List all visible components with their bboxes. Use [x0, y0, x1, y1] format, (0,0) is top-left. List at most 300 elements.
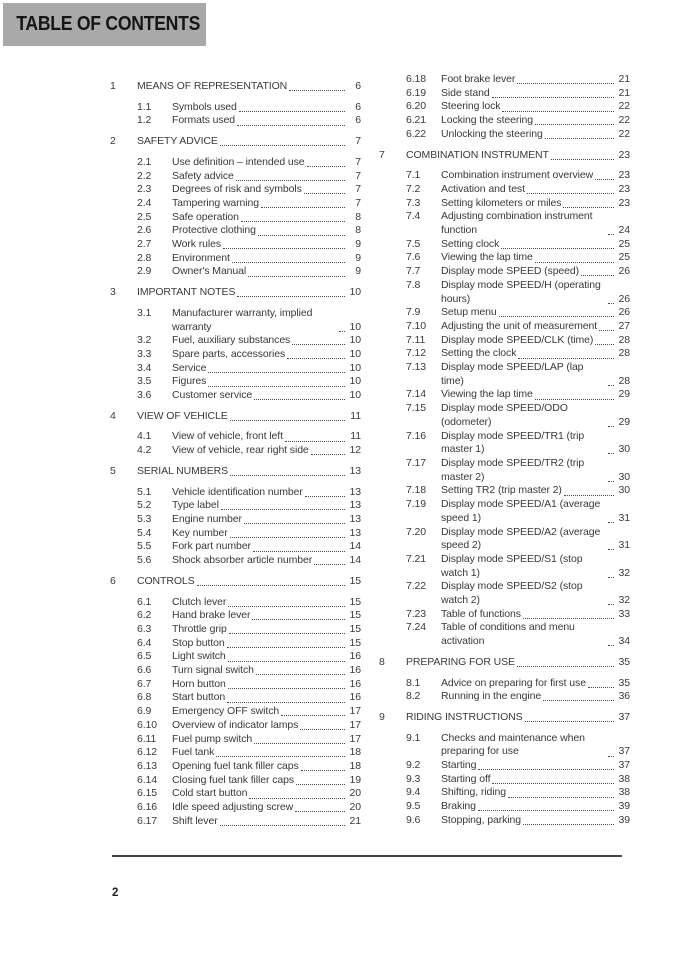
toc-section-entry[interactable]	[137, 746, 361, 760]
section-row-body	[441, 553, 630, 580]
chapter-number: 9	[379, 710, 385, 723]
section-title: Display mode SPEED/LAP (lap time)	[441, 361, 584, 387]
section-row-body	[172, 444, 361, 458]
section-title: Combination instrument overview	[441, 169, 594, 182]
toc-chapter-entry[interactable]	[379, 149, 630, 163]
section-title: Fuel, auxiliary substances	[172, 334, 291, 347]
section-row-body	[441, 197, 630, 211]
dot-leader	[237, 125, 345, 126]
toc-chapter-entry[interactable]	[110, 465, 361, 479]
toc-section-entry[interactable]	[406, 279, 630, 306]
chapter-number: 4	[110, 409, 116, 422]
toc-section-entry[interactable]	[406, 553, 630, 580]
toc-section-entry[interactable]	[137, 334, 361, 348]
section-title: Formats used	[172, 114, 235, 127]
toc-section-entry[interactable]	[406, 251, 630, 265]
section-page-number: 21	[618, 73, 630, 85]
section-number: 9.3	[406, 772, 421, 785]
section-number: 6.8	[137, 691, 152, 704]
section-row-body	[172, 183, 361, 197]
section-number: 2.1	[137, 155, 152, 168]
toc-column-left	[110, 73, 361, 828]
toc-section-entry[interactable]	[406, 814, 630, 828]
dot-leader	[256, 674, 345, 675]
toc-section-entry[interactable]	[406, 87, 630, 101]
chapter-row-body	[137, 80, 361, 94]
section-page-number: 9	[355, 265, 361, 278]
toc-section-entry[interactable]	[137, 362, 361, 376]
toc-section-entry[interactable]	[137, 252, 361, 266]
section-row-body	[172, 596, 361, 610]
toc-section-entry[interactable]	[406, 73, 630, 87]
toc-section-entry[interactable]	[406, 498, 630, 525]
section-page-number: 15	[349, 622, 361, 635]
toc-section-entry[interactable]	[406, 759, 630, 773]
toc-section-entry[interactable]	[406, 347, 630, 361]
toc-section-entry[interactable]	[137, 444, 361, 458]
toc-section-entry[interactable]	[137, 265, 361, 279]
toc-section-entry[interactable]	[137, 787, 361, 801]
section-row-body	[441, 457, 630, 484]
section-row-body	[441, 498, 630, 525]
toc-section-entry[interactable]	[137, 348, 361, 362]
section-title: Tampering warning	[172, 196, 260, 209]
section-row-body	[441, 238, 630, 252]
dot-leader	[208, 386, 345, 387]
section-row-body	[172, 362, 361, 376]
dot-leader	[305, 496, 345, 497]
section-row-body	[441, 608, 630, 622]
chapter-row-body	[137, 465, 361, 479]
section-page-number: 38	[618, 772, 630, 785]
section-number: 6.7	[137, 677, 152, 690]
chapter-title: CONTROLS	[137, 574, 195, 587]
toc-section-entry[interactable]	[137, 197, 361, 211]
section-number: 6.17	[137, 814, 158, 827]
dot-leader	[508, 797, 614, 798]
dot-leader	[241, 221, 345, 222]
dot-leader	[492, 97, 614, 98]
toc-section-entry[interactable]	[406, 114, 630, 128]
section-row-body	[441, 484, 630, 498]
section-row-body	[172, 733, 361, 747]
toc-section-entry[interactable]	[406, 430, 630, 457]
toc-section-entry[interactable]	[137, 623, 361, 637]
section-page-number: 28	[618, 333, 630, 346]
section-number: 9.5	[406, 800, 421, 813]
section-row-body	[441, 347, 630, 361]
section-title: Steering lock	[441, 100, 501, 113]
section-title: Shifting, riding	[441, 786, 506, 799]
toc-chapter-entry[interactable]	[110, 410, 361, 424]
toc-section-entry[interactable]	[406, 388, 630, 402]
section-title: Figures	[172, 375, 207, 388]
section-title: Unlocking the steering	[441, 127, 543, 140]
toc-section-entry[interactable]	[137, 664, 361, 678]
section-number: 6.13	[137, 759, 158, 772]
dot-leader	[261, 207, 345, 208]
chapter-title: SERIAL NUMBERS	[137, 464, 228, 477]
section-number: 6.14	[137, 773, 158, 786]
toc-section-entry[interactable]	[406, 526, 630, 553]
toc-section-entry[interactable]	[137, 760, 361, 774]
section-row-body	[172, 114, 361, 128]
section-number: 2.3	[137, 183, 152, 196]
section-page-number: 18	[349, 746, 361, 759]
toc-section-entry[interactable]	[137, 238, 361, 252]
section-row-body	[172, 486, 361, 500]
toc-section-entry[interactable]	[406, 608, 630, 622]
toc-section-entry[interactable]	[406, 210, 630, 237]
dot-leader	[478, 769, 614, 770]
section-page-number: 14	[349, 554, 361, 567]
section-row-body	[441, 114, 630, 128]
section-page-number: 17	[349, 718, 361, 731]
section-number: 7.18	[406, 484, 427, 497]
chapter-page-number: 37	[618, 710, 630, 723]
dot-leader	[254, 743, 345, 744]
dot-leader	[588, 687, 614, 688]
toc-section-entry[interactable]	[137, 499, 361, 513]
section-row-body	[441, 87, 630, 101]
section-title: Display mode SPEED/TR1 (trip master 1)	[441, 429, 585, 456]
section-number: 4.2	[137, 444, 152, 457]
chapter-row-body	[406, 711, 630, 725]
section-number: 5.3	[137, 512, 152, 525]
section-title: Shift lever	[172, 814, 218, 827]
section-title: Safe operation	[172, 210, 239, 223]
dot-leader	[229, 633, 345, 634]
section-number: 4.1	[137, 430, 152, 443]
section-number: 6.9	[137, 705, 152, 718]
section-title: Shock absorber article number	[172, 554, 313, 567]
chapter-title: RIDING INSTRUCTIONS	[406, 710, 523, 723]
section-row-body	[441, 100, 630, 114]
section-row-body	[441, 334, 630, 348]
section-number: 6.18	[406, 73, 427, 85]
section-row-body	[441, 402, 630, 429]
toc-columns	[110, 73, 630, 828]
section-page-number: 13	[349, 526, 361, 539]
section-title: Display mode SPEED/H (operating hours)	[441, 278, 601, 305]
toc-section-entry[interactable]	[137, 801, 361, 815]
toc-section-entry[interactable]	[137, 733, 361, 747]
section-title: Closing fuel tank filler caps	[172, 773, 294, 786]
toc-section-entry[interactable]	[406, 677, 630, 691]
section-title: View of vehicle, front left	[172, 430, 283, 443]
section-title: Owner's Manual	[172, 265, 247, 278]
section-row-body	[172, 774, 361, 788]
section-title: Clutch lever	[172, 595, 227, 608]
toc-chapter-entry[interactable]	[110, 135, 361, 149]
toc-section-entry[interactable]	[406, 306, 630, 320]
section-number: 6.11	[137, 732, 157, 745]
section-page-number: 16	[349, 677, 361, 690]
toc-section-entry[interactable]	[137, 307, 361, 334]
toc-chapter-entry[interactable]	[110, 575, 361, 589]
section-row-body	[441, 210, 630, 237]
toc-section-entry[interactable]	[406, 621, 630, 648]
chapter-row-body	[137, 575, 361, 589]
section-title: Setting TR2 (trip master 2)	[441, 484, 562, 497]
section-page-number: 13	[349, 499, 361, 512]
section-number: 7.11	[406, 333, 426, 346]
section-number: 9.2	[406, 759, 421, 772]
toc-section-entry[interactable]	[406, 773, 630, 787]
section-page-number: 6	[355, 100, 361, 113]
section-page-number: 28	[618, 374, 630, 387]
page-title: TABLE OF CONTENTS	[16, 13, 201, 35]
toc-section-entry[interactable]	[137, 389, 361, 403]
section-row-body	[441, 800, 630, 814]
toc-section-entry[interactable]	[137, 156, 361, 170]
section-row-body	[441, 677, 630, 691]
section-page-number: 15	[349, 609, 361, 622]
dot-leader	[220, 825, 345, 826]
section-row-body	[172, 252, 361, 266]
section-row-body	[172, 540, 361, 554]
section-row-body	[172, 609, 361, 623]
section-title: Table of conditions and menu activation	[441, 621, 575, 648]
toc-section-entry[interactable]	[406, 183, 630, 197]
chapter-title: VIEW OF VEHICLE	[137, 409, 228, 422]
dot-leader	[228, 606, 345, 607]
chapter-number: 3	[110, 286, 116, 299]
toc-section-entry[interactable]	[406, 800, 630, 814]
section-page-number: 16	[349, 650, 361, 663]
section-row-body	[172, 499, 361, 513]
toc-section-entry[interactable]	[406, 334, 630, 348]
section-number: 2.4	[137, 196, 152, 209]
chapter-page-number: 11	[350, 409, 361, 422]
section-page-number: 9	[355, 238, 361, 251]
section-title: Display mode SPEED/S1 (stop watch 1)	[441, 552, 583, 579]
toc-section-entry[interactable]	[406, 484, 630, 498]
section-row-body	[172, 265, 361, 279]
dot-leader	[307, 166, 345, 167]
toc-section-entry[interactable]	[137, 211, 361, 225]
section-title: Fuel tank	[172, 746, 215, 759]
section-title: Side stand	[441, 86, 490, 99]
section-title: Advice on preparing for first use	[441, 676, 586, 689]
section-page-number: 37	[618, 745, 630, 758]
section-number: 2.6	[137, 224, 152, 237]
section-title: Type label	[172, 499, 219, 512]
section-row-body	[172, 389, 361, 403]
toc-chapter-entry[interactable]	[379, 656, 630, 670]
toc-section-entry[interactable]	[406, 402, 630, 429]
chapter-title: MEANS OF REPRESENTATION	[137, 80, 288, 92]
toc-chapter-entry[interactable]	[110, 286, 361, 300]
section-row-body	[441, 306, 630, 320]
section-title: Display mode SPEED/TR2 (trip master 2)	[441, 456, 585, 483]
section-title: Table of functions	[441, 607, 521, 620]
section-number: 9.1	[406, 731, 421, 744]
section-title: Emergency OFF switch	[172, 705, 280, 718]
dot-leader	[228, 688, 345, 689]
toc-section-entry[interactable]	[406, 169, 630, 183]
section-number: 7.4	[406, 210, 421, 223]
section-page-number: 23	[618, 196, 630, 209]
toc-section-entry[interactable]	[406, 128, 630, 142]
toc-section-entry[interactable]	[406, 457, 630, 484]
chapter-page-number: 35	[618, 655, 630, 668]
toc-section-entry[interactable]	[137, 101, 361, 115]
toc-section-entry[interactable]	[137, 527, 361, 541]
section-page-number: 16	[349, 691, 361, 704]
chapter-row-body	[137, 135, 361, 149]
toc-section-entry[interactable]	[137, 596, 361, 610]
section-number: 3.5	[137, 375, 152, 388]
toc-section-entry[interactable]	[137, 540, 361, 554]
section-number: 6.19	[406, 86, 427, 99]
section-number: 5.2	[137, 499, 152, 512]
toc-section-entry[interactable]	[406, 786, 630, 800]
dot-leader	[608, 303, 614, 304]
section-page-number: 12	[349, 444, 361, 457]
toc-section-entry[interactable]	[137, 719, 361, 733]
section-page-number: 18	[349, 759, 361, 772]
toc-section-entry[interactable]	[137, 114, 361, 128]
section-row-body	[441, 690, 630, 704]
dot-leader	[295, 811, 345, 812]
toc-section-entry[interactable]	[137, 430, 361, 444]
toc-section-entry[interactable]	[137, 691, 361, 705]
toc-chapter-entry[interactable]	[110, 80, 361, 94]
section-number: 3.3	[137, 347, 152, 360]
section-number: 7.23	[406, 607, 427, 620]
section-number: 7.8	[406, 278, 421, 291]
section-title: Display mode SPEED/A2 (average speed 2)	[441, 525, 601, 552]
dot-leader	[227, 647, 345, 648]
toc-section-entry[interactable]	[137, 609, 361, 623]
toc-section-entry[interactable]	[406, 732, 630, 759]
chapter-title: SAFETY ADVICE	[137, 135, 218, 148]
toc-section-entry[interactable]	[406, 361, 630, 388]
dot-leader	[244, 523, 345, 524]
section-page-number: 6	[355, 114, 361, 127]
dot-leader	[478, 810, 614, 811]
toc-section-entry[interactable]	[406, 265, 630, 279]
section-number: 7.12	[406, 347, 427, 360]
dot-leader	[523, 618, 614, 619]
section-row-body	[441, 388, 630, 402]
toc-section-entry[interactable]	[137, 705, 361, 719]
section-row-body	[172, 527, 361, 541]
section-page-number: 20	[349, 787, 361, 800]
section-row-body	[172, 746, 361, 760]
dot-leader	[595, 179, 614, 180]
section-page-number: 8	[355, 224, 361, 237]
dot-leader	[492, 783, 614, 784]
dot-leader	[237, 296, 345, 297]
section-title: Adjusting the unit of measurement	[441, 319, 598, 332]
dot-leader	[608, 426, 614, 427]
section-title: Running in the engine	[441, 690, 542, 703]
section-number: 3.1	[137, 306, 152, 319]
section-title: Safety advice	[172, 169, 234, 182]
toc-section-entry[interactable]	[137, 224, 361, 238]
section-row-body	[172, 156, 361, 170]
chapter-page-number: 23	[618, 148, 630, 161]
section-page-number: 32	[618, 566, 630, 579]
toc-section-entry[interactable]	[406, 197, 630, 211]
section-title: Fuel pump switch	[172, 732, 253, 745]
dot-leader	[517, 666, 614, 667]
chapter-page-number: 15	[349, 574, 361, 587]
toc-section-entry[interactable]	[406, 690, 630, 704]
section-page-number: 25	[618, 251, 630, 264]
section-page-number: 15	[349, 636, 361, 649]
section-title: Stop button	[172, 636, 225, 649]
dot-leader	[523, 824, 614, 825]
section-row-body	[172, 637, 361, 651]
dot-leader	[289, 90, 345, 91]
section-row-body	[441, 786, 630, 800]
section-number: 7.2	[406, 182, 421, 195]
section-row-body	[172, 101, 361, 115]
toc-section-entry[interactable]	[137, 815, 361, 829]
section-number: 6.10	[137, 718, 158, 731]
toc-section-entry[interactable]	[137, 486, 361, 500]
section-title: Opening fuel tank filler caps	[172, 759, 299, 772]
toc-section-entry[interactable]	[137, 183, 361, 197]
chapter-page-number: 6	[355, 80, 361, 92]
section-row-body	[172, 307, 361, 334]
section-number: 7.13	[406, 361, 427, 374]
dot-leader	[227, 702, 345, 703]
section-number: 5.1	[137, 485, 152, 498]
dot-leader	[236, 180, 345, 181]
toc-section-entry[interactable]	[137, 375, 361, 389]
dot-leader	[608, 756, 614, 757]
section-number: 2.2	[137, 169, 152, 182]
toc-section-entry[interactable]	[137, 774, 361, 788]
toc-section-entry[interactable]	[137, 554, 361, 568]
dot-leader	[595, 344, 614, 345]
dot-leader	[563, 207, 614, 208]
dot-leader	[287, 358, 345, 359]
dot-leader	[608, 577, 614, 578]
section-page-number: 36	[618, 690, 630, 703]
toc-section-entry[interactable]	[137, 637, 361, 651]
section-title: Viewing the lap time	[441, 388, 533, 401]
toc-section-entry[interactable]	[406, 320, 630, 334]
section-title: Display mode SPEED/CLK (time)	[441, 333, 594, 346]
section-page-number: 23	[618, 169, 630, 182]
section-number: 6.4	[137, 636, 152, 649]
section-number: 6.3	[137, 622, 152, 635]
toc-section-entry[interactable]	[137, 513, 361, 527]
toc-section-entry[interactable]	[137, 650, 361, 664]
section-page-number: 28	[618, 347, 630, 360]
chapter-page-number: 13	[349, 464, 361, 477]
toc-section-entry[interactable]	[137, 678, 361, 692]
section-row-body	[172, 691, 361, 705]
section-page-number: 32	[618, 594, 630, 607]
toc-section-entry[interactable]	[406, 580, 630, 607]
toc-section-entry[interactable]	[406, 238, 630, 252]
section-title: Manufacturer warranty, implied warranty	[172, 306, 313, 333]
toc-chapter-entry[interactable]	[379, 711, 630, 725]
section-page-number: 13	[349, 512, 361, 525]
toc-section-entry[interactable]	[406, 100, 630, 114]
toc-section-entry[interactable]	[137, 170, 361, 184]
section-title: Display mode SPEED/A1 (average speed 1)	[441, 498, 601, 524]
dot-leader	[230, 537, 345, 538]
section-title: Overview of indicator lamps	[172, 718, 299, 731]
section-page-number: 30	[618, 443, 630, 456]
